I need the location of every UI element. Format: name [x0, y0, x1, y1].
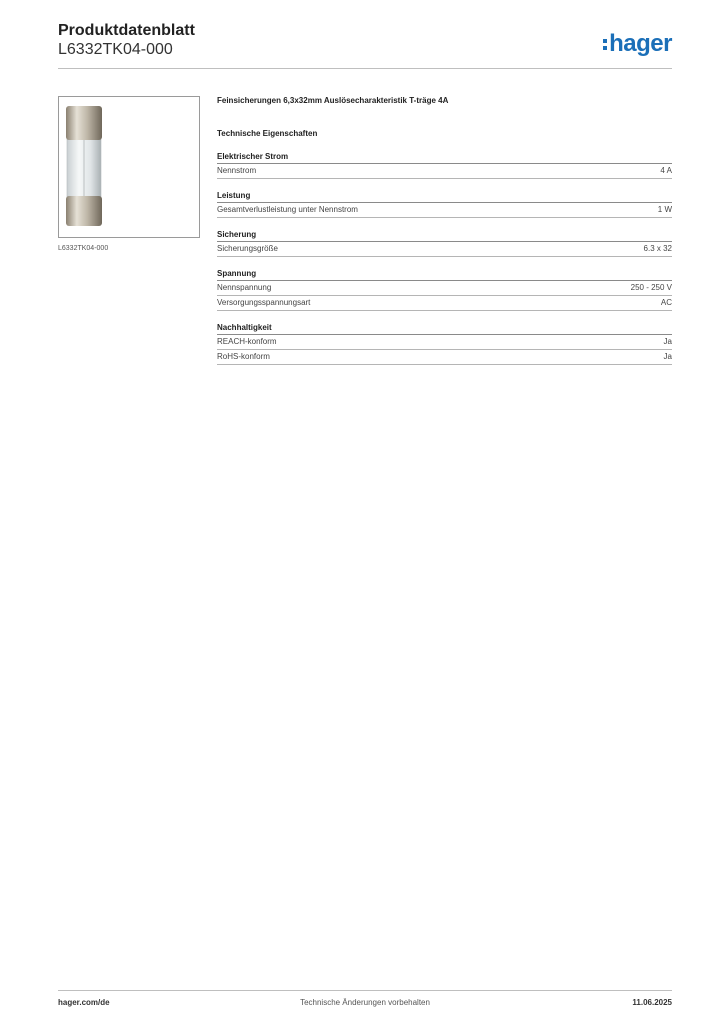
section-heading: Technische Eigenschaften [217, 129, 318, 138]
spec-label: Gesamtverlustleistung unter Nennstrom [217, 205, 358, 214]
spec-value: AC [660, 298, 672, 307]
footer-website-link[interactable]: hager.com/de [58, 998, 110, 1007]
spec-value: 6.3 x 32 [643, 244, 672, 253]
product-description: Feinsicherungen 6,3x32mm Auslösecharakteristik T-träge 4A [217, 96, 449, 105]
spec-label: Sicherungsgröße [217, 244, 278, 253]
product-image-frame [58, 96, 200, 238]
spec-label: Versorgungsspannungsart [217, 298, 311, 307]
spec-value: Ja [663, 352, 672, 361]
spec-value: Ja [663, 337, 672, 346]
glass-fuse-icon [64, 102, 104, 228]
spec-row [217, 242, 672, 257]
header-divider [58, 68, 672, 69]
footer-date: 11.06.2025 [632, 998, 672, 1007]
spec-label: REACH-konform [217, 337, 277, 346]
spec-label: Nennstrom [217, 166, 257, 175]
group-title: Elektrischer Strom [217, 152, 672, 164]
spec-row [217, 281, 672, 296]
group-sicherung [217, 230, 672, 257]
document-title: Produktdatenblatt [58, 22, 195, 39]
group-spannung [217, 269, 672, 311]
specification-panel [217, 96, 672, 365]
document-subtitle: L6332TK04-000 [58, 41, 173, 58]
spec-row [217, 164, 672, 179]
spec-row [217, 335, 672, 350]
logo-text: hager [609, 30, 672, 57]
footer-divider [58, 990, 672, 991]
spec-value: 4 A [660, 166, 672, 175]
group-nachhaltigkeit [217, 323, 672, 365]
footer-disclaimer: Technische Änderungen vorbehalten [300, 998, 430, 1007]
spec-label: Nennspannung [217, 283, 272, 292]
group-title: Nachhaltigkeit [217, 323, 672, 335]
group-title: Spannung [217, 269, 672, 281]
group-title: Sicherung [217, 230, 672, 242]
product-image-caption: L6332TK04-000 [58, 245, 109, 252]
group-elektrischer-strom [217, 152, 672, 179]
spec-label: RoHS-konform [217, 352, 270, 361]
spec-value: 250 - 250 V [630, 283, 672, 292]
spec-row [217, 296, 672, 311]
spec-row [217, 350, 672, 365]
group-title: Leistung [217, 191, 672, 203]
hager-logo [603, 30, 672, 58]
logo-dots-icon [603, 39, 607, 50]
spec-row [217, 203, 672, 218]
page-header [58, 22, 195, 59]
spec-value: 1 W [657, 205, 672, 214]
group-leistung [217, 191, 672, 218]
